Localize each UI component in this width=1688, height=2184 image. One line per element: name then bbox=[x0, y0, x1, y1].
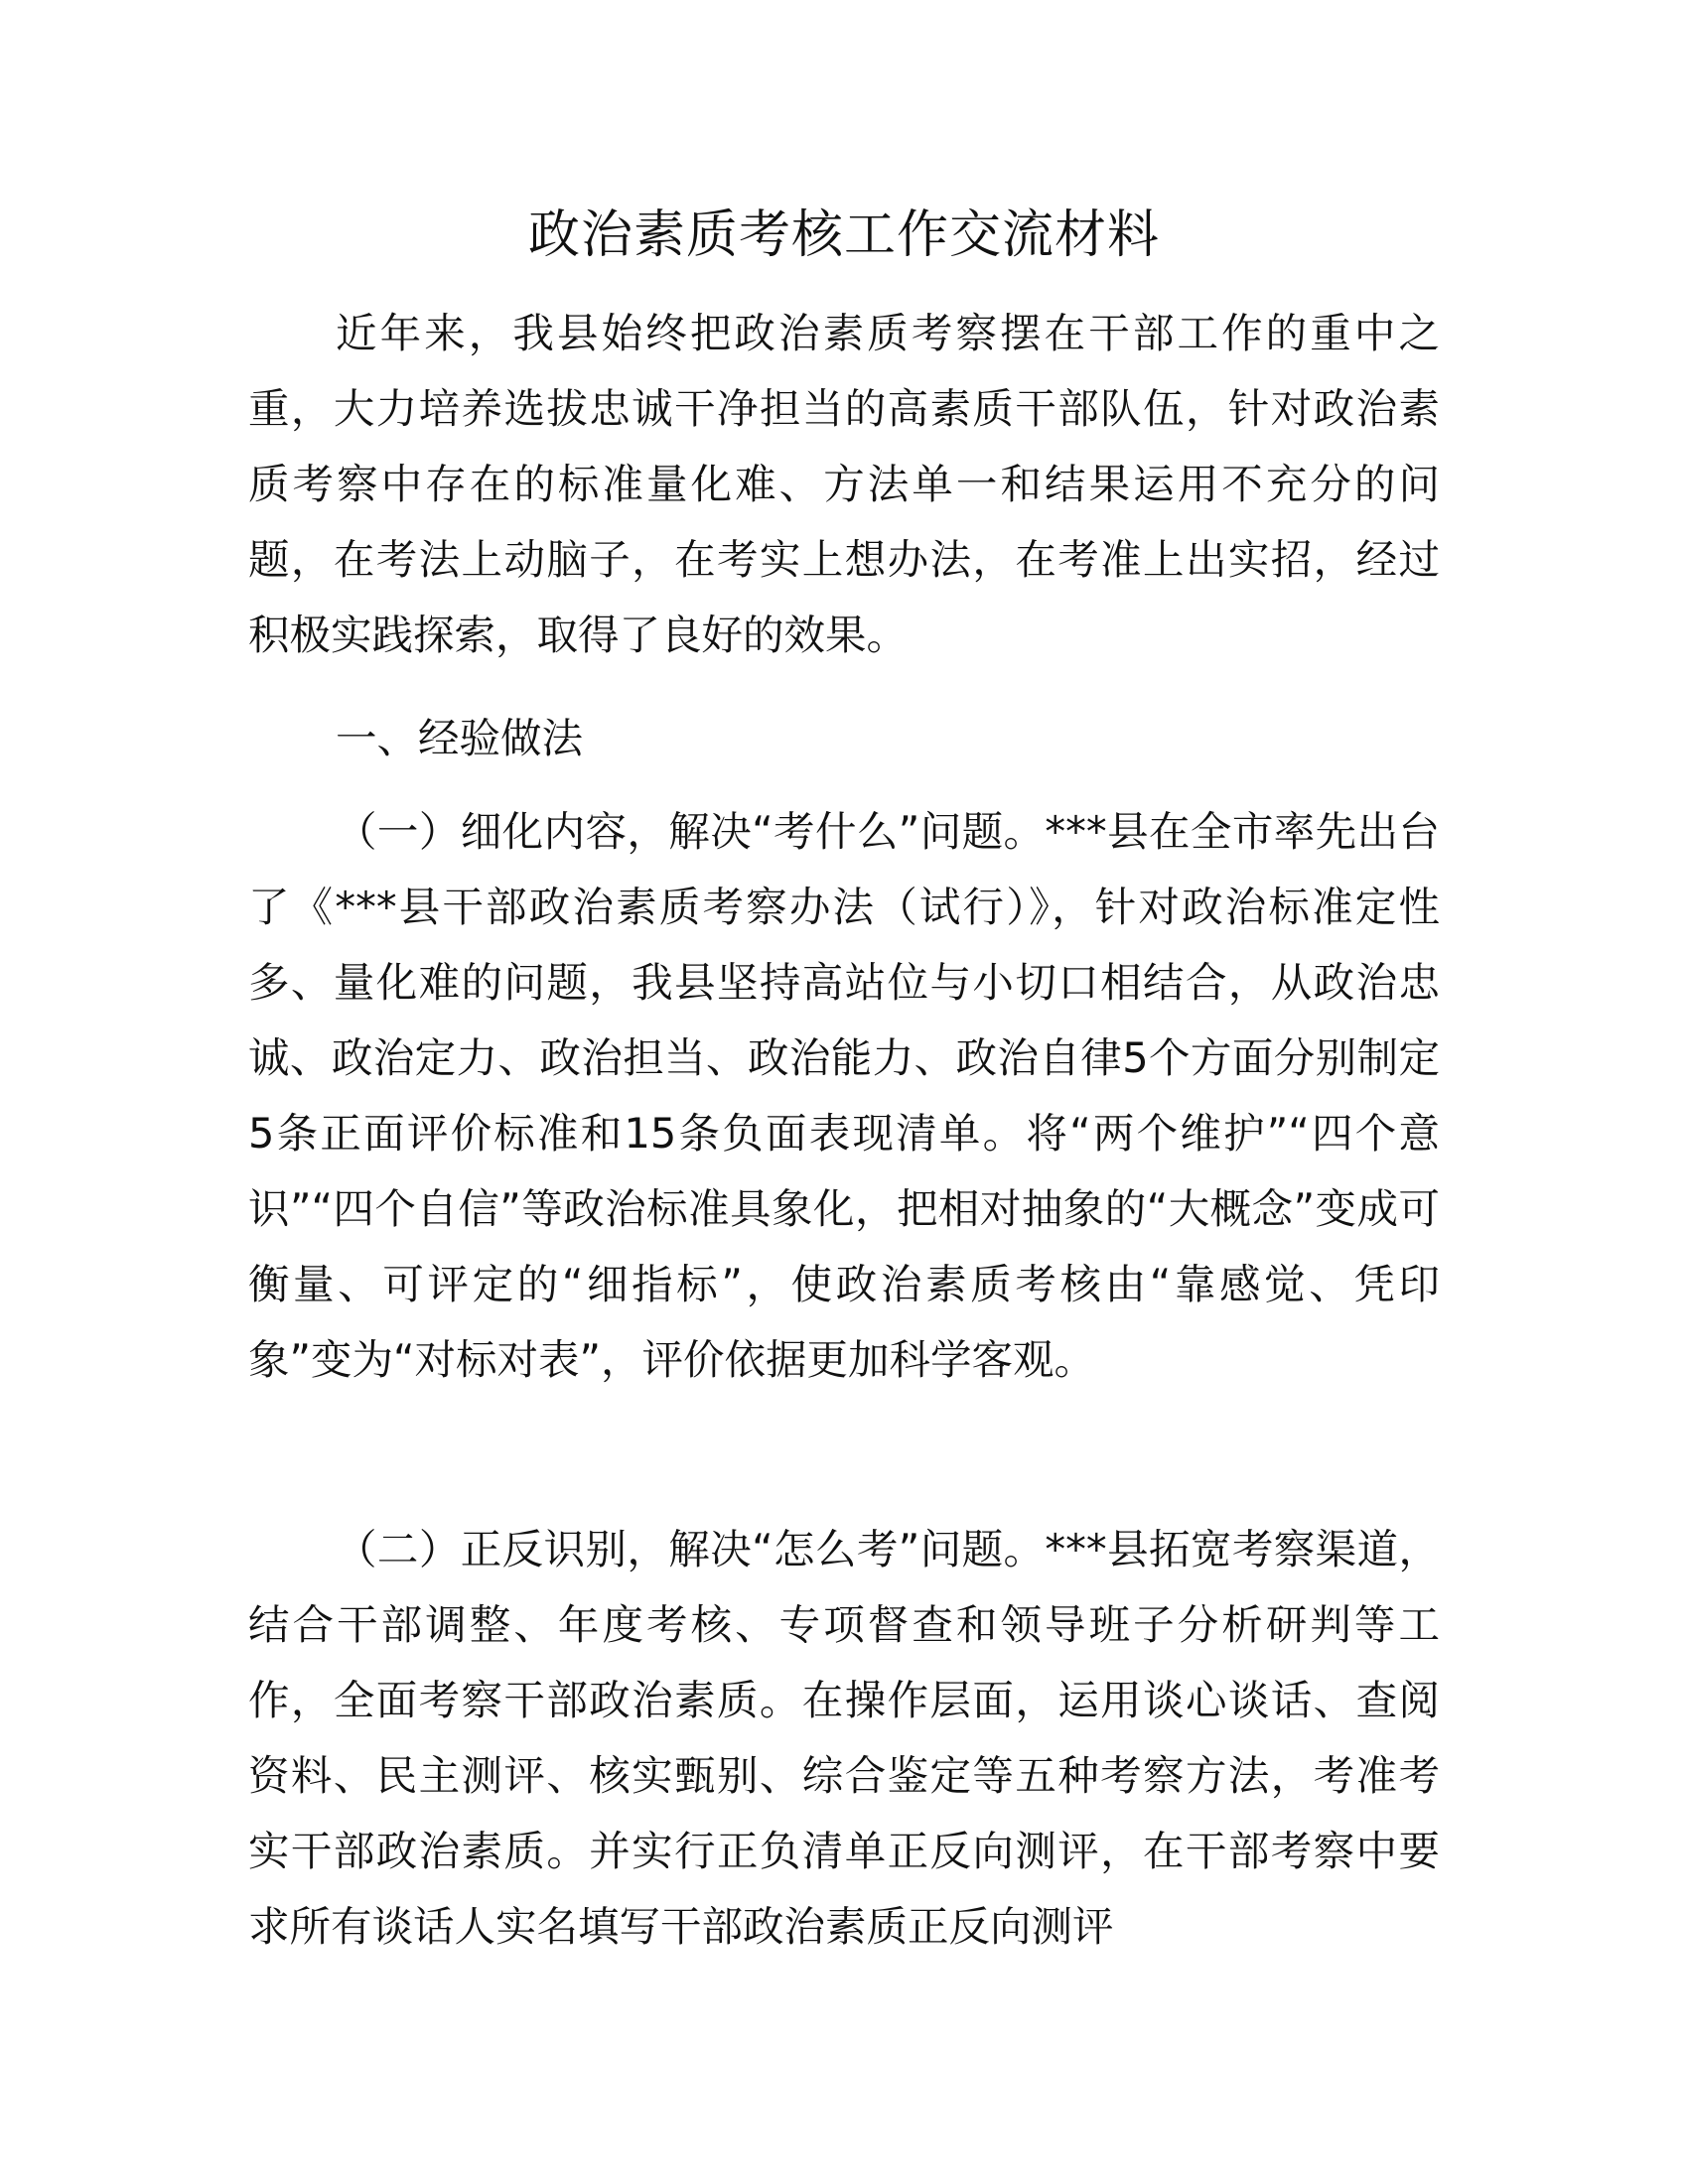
paragraph-positive-negative: （二）正反识别，解决“怎么考”问题。***县拓宽考察渠道，结合干部调整、年度考核、专项督查和领导班子分析研判等工作，全面考察干部政治素质。在操作层面，运用谈心谈话、查阅资料、民主测评、核实甄别、综合鉴定等五种考察方法，考准考实干部政治素质。并实行正负清单正反向测评，在干部考察中要求所有谈话人实名填写干部政治素质正反向测评 bbox=[248, 1525, 1440, 1951]
section-heading: 一、经验做法 bbox=[336, 714, 584, 762]
document-title: 政治素质考核工作交流材料 bbox=[527, 205, 1160, 265]
paragraph-refine-content: （一）细化内容，解决“考什么”问题。***县在全市率先出台了《***县干部政治素质考察办法（试行）》，针对政治标准定性多、量化难的问题，我县坚持高站位与小切口相结合，从政治忠诚、政治定力、政治担当、政治能力、政治自律5个方面分别制定5条正面评价标准和15条负面表现清单。将“两个维护”“四个意识”“四个自信”等政治标准具象化，把相对抽象的“大概念”变成可衡量、可评定的“细指标”，使政治素质考核由“靠感觉、凭印象”变为“对标对表”，评价依据更加科学客观。 bbox=[248, 807, 1440, 1384]
intro-paragraph: 近年来，我县始终把政治素质考察摆在干部工作的重中之重，大力培养选拔忠诚干净担当的高素质干部队伍，针对政治素质考察中存在的标准量化难、方法单一和结果运用不充分的问题，在考法上动脑子，在考实上想办法，在考准上出实招，经过积极实践探索，取得了良好的效果。 bbox=[248, 309, 1440, 659]
